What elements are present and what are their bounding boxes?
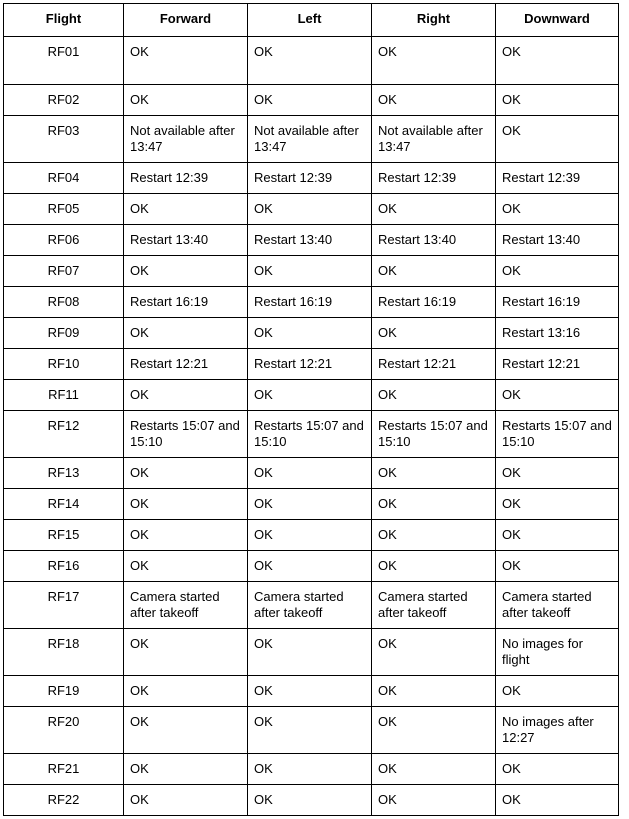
right-camera-cell: OK: [372, 194, 496, 225]
table-row: [4, 116, 619, 163]
table-row: [4, 411, 619, 458]
table-row: [4, 707, 619, 754]
header-row: [4, 4, 619, 37]
right-camera-cell: OK: [372, 380, 496, 411]
right-camera-cell: Camera started after takeoff: [372, 582, 496, 629]
table-row: [4, 458, 619, 489]
left-camera-cell: Restarts 15:07 and 15:10: [248, 411, 372, 458]
flight-id-cell: RF14: [4, 489, 124, 520]
right-camera-cell: OK: [372, 785, 496, 816]
left-camera-cell: OK: [248, 707, 372, 754]
right-camera-cell: OK: [372, 85, 496, 116]
forward-camera-cell: Restart 16:19: [124, 287, 248, 318]
header-left: Left: [248, 4, 372, 37]
forward-camera-cell: OK: [124, 629, 248, 676]
forward-camera-cell: OK: [124, 676, 248, 707]
header-flight: Flight: [4, 4, 124, 37]
right-camera-cell: OK: [372, 489, 496, 520]
right-camera-cell: OK: [372, 707, 496, 754]
downward-camera-cell: OK: [496, 85, 619, 116]
downward-camera-cell: No images after 12:27: [496, 707, 619, 754]
downward-camera-cell: OK: [496, 116, 619, 163]
left-camera-cell: OK: [248, 85, 372, 116]
table-row: [4, 349, 619, 380]
flight-id-cell: RF20: [4, 707, 124, 754]
left-camera-cell: OK: [248, 489, 372, 520]
camera-status-table: [3, 3, 619, 816]
table-row: [4, 380, 619, 411]
table-row: [4, 85, 619, 116]
forward-camera-cell: OK: [124, 380, 248, 411]
table-row: [4, 676, 619, 707]
table-row: [4, 194, 619, 225]
flight-id-cell: RF02: [4, 85, 124, 116]
downward-camera-cell: OK: [496, 380, 619, 411]
left-camera-cell: OK: [248, 676, 372, 707]
flight-id-cell: RF17: [4, 582, 124, 629]
forward-camera-cell: OK: [124, 551, 248, 582]
right-camera-cell: Restart 13:40: [372, 225, 496, 256]
left-camera-cell: Camera started after takeoff: [248, 582, 372, 629]
downward-camera-cell: Restart 12:21: [496, 349, 619, 380]
flight-id-cell: RF09: [4, 318, 124, 349]
right-camera-cell: OK: [372, 458, 496, 489]
right-camera-cell: OK: [372, 37, 496, 85]
table-row: [4, 256, 619, 287]
table-row: [4, 629, 619, 676]
downward-camera-cell: Restarts 15:07 and 15:10: [496, 411, 619, 458]
downward-camera-cell: OK: [496, 489, 619, 520]
downward-camera-cell: Restart 13:40: [496, 225, 619, 256]
left-camera-cell: Restart 12:21: [248, 349, 372, 380]
right-camera-cell: OK: [372, 629, 496, 676]
downward-camera-cell: No images for flight: [496, 629, 619, 676]
forward-camera-cell: OK: [124, 256, 248, 287]
flight-id-cell: RF01: [4, 37, 124, 85]
flight-id-cell: RF11: [4, 380, 124, 411]
downward-camera-cell: OK: [496, 676, 619, 707]
forward-camera-cell: OK: [124, 707, 248, 754]
table-row: [4, 520, 619, 551]
left-camera-cell: OK: [248, 256, 372, 287]
left-camera-cell: OK: [248, 380, 372, 411]
flight-id-cell: RF22: [4, 785, 124, 816]
left-camera-cell: OK: [248, 754, 372, 785]
left-camera-cell: OK: [248, 458, 372, 489]
right-camera-cell: Not available after 13:47: [372, 116, 496, 163]
right-camera-cell: Restarts 15:07 and 15:10: [372, 411, 496, 458]
left-camera-cell: OK: [248, 629, 372, 676]
table-body: [4, 37, 619, 816]
forward-camera-cell: OK: [124, 37, 248, 85]
forward-camera-cell: OK: [124, 785, 248, 816]
left-camera-cell: Restart 16:19: [248, 287, 372, 318]
right-camera-cell: OK: [372, 754, 496, 785]
left-camera-cell: OK: [248, 551, 372, 582]
right-camera-cell: Restart 12:39: [372, 163, 496, 194]
forward-camera-cell: Camera started after takeoff: [124, 582, 248, 629]
downward-camera-cell: OK: [496, 37, 619, 85]
flight-id-cell: RF05: [4, 194, 124, 225]
forward-camera-cell: OK: [124, 194, 248, 225]
left-camera-cell: OK: [248, 318, 372, 349]
table-row: [4, 551, 619, 582]
flight-id-cell: RF16: [4, 551, 124, 582]
forward-camera-cell: Restart 12:39: [124, 163, 248, 194]
forward-camera-cell: Restart 13:40: [124, 225, 248, 256]
right-camera-cell: OK: [372, 318, 496, 349]
left-camera-cell: OK: [248, 785, 372, 816]
downward-camera-cell: OK: [496, 256, 619, 287]
table-row: [4, 225, 619, 256]
flight-id-cell: RF03: [4, 116, 124, 163]
table-row: [4, 318, 619, 349]
flight-id-cell: RF13: [4, 458, 124, 489]
forward-camera-cell: OK: [124, 489, 248, 520]
flight-id-cell: RF10: [4, 349, 124, 380]
forward-camera-cell: OK: [124, 754, 248, 785]
downward-camera-cell: Camera started after takeoff: [496, 582, 619, 629]
right-camera-cell: OK: [372, 520, 496, 551]
header-right: Right: [372, 4, 496, 37]
left-camera-cell: OK: [248, 194, 372, 225]
flight-id-cell: RF18: [4, 629, 124, 676]
downward-camera-cell: Restart 13:16: [496, 318, 619, 349]
right-camera-cell: Restart 16:19: [372, 287, 496, 318]
downward-camera-cell: OK: [496, 520, 619, 551]
forward-camera-cell: OK: [124, 318, 248, 349]
table-row: [4, 785, 619, 816]
flight-id-cell: RF08: [4, 287, 124, 318]
left-camera-cell: Not available after 13:47: [248, 116, 372, 163]
table-row: [4, 489, 619, 520]
header-forward: Forward: [124, 4, 248, 37]
flight-id-cell: RF15: [4, 520, 124, 551]
flight-id-cell: RF04: [4, 163, 124, 194]
left-camera-cell: Restart 13:40: [248, 225, 372, 256]
table-row: [4, 37, 619, 85]
flight-id-cell: RF12: [4, 411, 124, 458]
forward-camera-cell: OK: [124, 520, 248, 551]
flight-id-cell: RF07: [4, 256, 124, 287]
forward-camera-cell: Not available after 13:47: [124, 116, 248, 163]
flight-id-cell: RF21: [4, 754, 124, 785]
left-camera-cell: OK: [248, 37, 372, 85]
right-camera-cell: Restart 12:21: [372, 349, 496, 380]
forward-camera-cell: Restarts 15:07 and 15:10: [124, 411, 248, 458]
downward-camera-cell: Restart 12:39: [496, 163, 619, 194]
downward-camera-cell: OK: [496, 754, 619, 785]
table-row: [4, 287, 619, 318]
left-camera-cell: OK: [248, 520, 372, 551]
table-row: [4, 754, 619, 785]
table-row: [4, 163, 619, 194]
downward-camera-cell: Restart 16:19: [496, 287, 619, 318]
right-camera-cell: OK: [372, 676, 496, 707]
right-camera-cell: OK: [372, 256, 496, 287]
forward-camera-cell: OK: [124, 85, 248, 116]
left-camera-cell: Restart 12:39: [248, 163, 372, 194]
right-camera-cell: OK: [372, 551, 496, 582]
header-downward: Downward: [496, 4, 619, 37]
forward-camera-cell: Restart 12:21: [124, 349, 248, 380]
flight-id-cell: RF19: [4, 676, 124, 707]
downward-camera-cell: OK: [496, 785, 619, 816]
downward-camera-cell: OK: [496, 551, 619, 582]
downward-camera-cell: OK: [496, 194, 619, 225]
forward-camera-cell: OK: [124, 458, 248, 489]
downward-camera-cell: OK: [496, 458, 619, 489]
flight-id-cell: RF06: [4, 225, 124, 256]
table-row: [4, 582, 619, 629]
